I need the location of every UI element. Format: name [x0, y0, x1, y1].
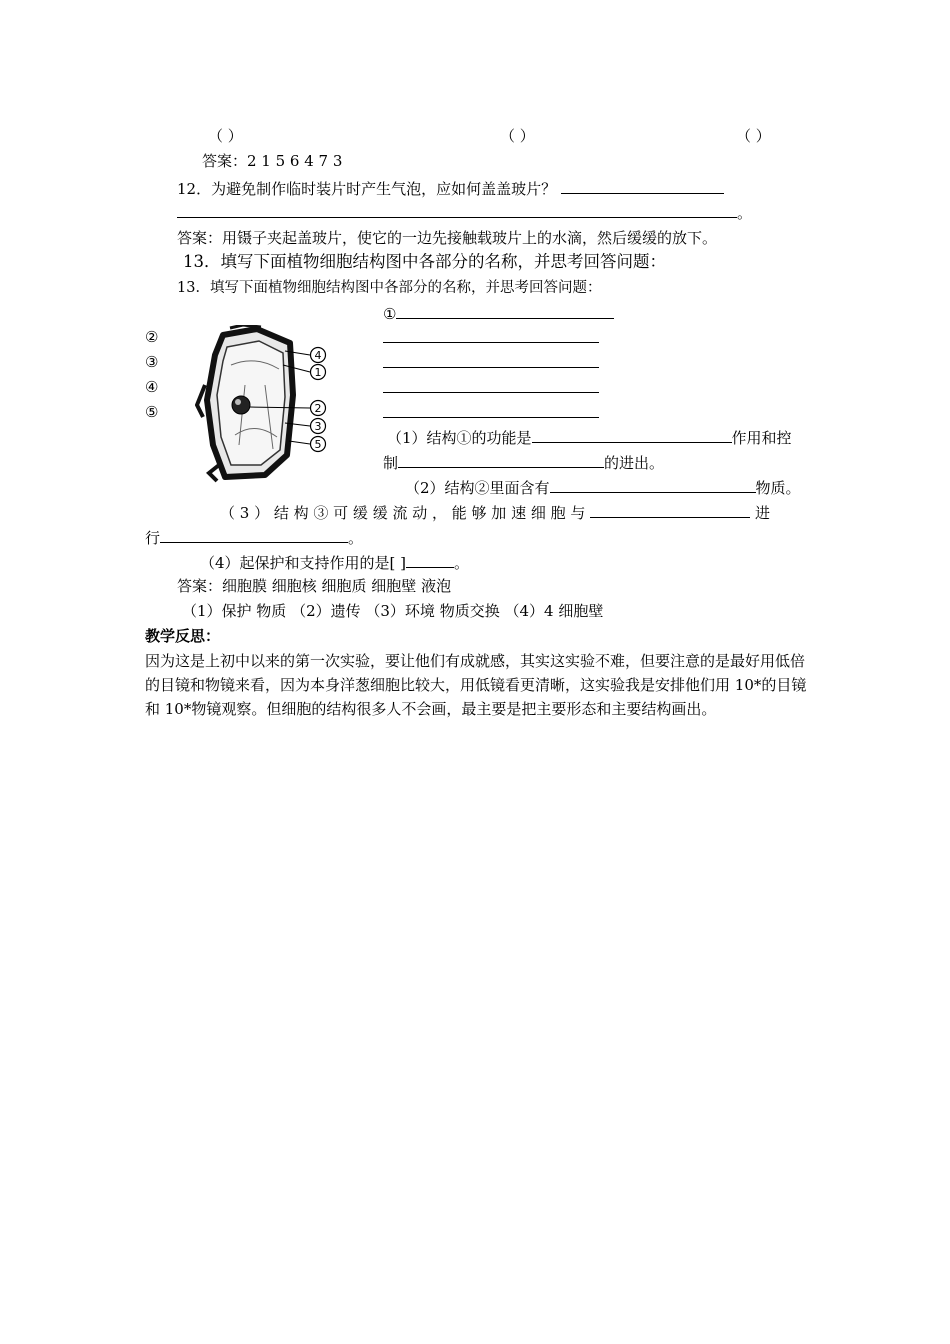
svg-text:2: 2	[314, 402, 322, 415]
question-13-title-large: 13．填写下面植物细胞结构图中各部分的名称，并思考回答问题：	[183, 252, 666, 271]
subq-2-text-b: 物质。	[755, 479, 801, 497]
leader-line-5	[289, 441, 310, 444]
left-label-3: ③	[145, 353, 159, 371]
blank-3[interactable]	[383, 351, 599, 368]
answer-13-functions: （1）保护 物质 （2）遗传 （3）环境 物质交换 （4）4 细胞壁	[182, 602, 604, 620]
subq-1-text-c: 制	[383, 454, 399, 472]
diagram-label-4	[311, 348, 326, 363]
subq-1-text-d: 的进出。	[604, 454, 665, 472]
reflection-heading: 教学反思：	[145, 627, 221, 645]
q12-end-mark: 。	[737, 204, 753, 222]
answer-12: 答案：用镊子夹起盖玻片，使它的一边先接触载玻片上的水滴，然后缓缓的放下。	[177, 229, 718, 247]
diagram-label-3	[311, 419, 326, 434]
subq-4-line	[200, 551, 469, 573]
q12-blank-1[interactable]	[561, 177, 724, 194]
neighbor-wall-bottom	[209, 465, 219, 481]
subq-3-blank-2[interactable]	[160, 526, 348, 543]
blank-4[interactable]	[383, 376, 599, 393]
subq-3-line-2	[145, 526, 363, 548]
blank-1-label: ①	[383, 305, 397, 323]
subq-1-line-1	[387, 426, 792, 448]
subq-1-text-a: （1）结构①的功能是	[387, 429, 532, 447]
subq-3-text-b: 进	[754, 504, 770, 522]
cell-membrane-shape	[217, 341, 285, 465]
diagram-label-5	[311, 437, 326, 452]
question-13-title: 13．填写下面植物细胞结构图中各部分的名称，并思考回答问题：	[177, 280, 602, 296]
nucleolus-shape	[235, 399, 241, 405]
subq-1-text-b: 作用和控	[731, 429, 792, 447]
subq-4-blank[interactable]	[406, 551, 454, 568]
answer-paren-3: （ ）	[736, 127, 771, 145]
subq-2-blank[interactable]	[550, 476, 756, 493]
left-label-5: ⑤	[145, 403, 159, 421]
subq-3-text-a: （ 3 ） 结 构 ③ 可 缓 缓 流 动 ， 能 够 加 速 细 胞 与	[220, 504, 586, 522]
left-label-4: ④	[145, 378, 159, 396]
diagram-label-2	[311, 401, 326, 416]
neighbor-wall-left	[197, 385, 205, 417]
nucleus-shape	[232, 396, 250, 414]
answer-13-names: 答案：细胞膜 细胞核 细胞质 细胞壁 液泡	[177, 577, 452, 595]
subq-1-blank-1[interactable]	[532, 426, 732, 443]
answer-paren-1: （ ）	[208, 127, 243, 145]
subq-3-line-1	[220, 501, 770, 523]
blank-2[interactable]	[383, 326, 599, 343]
svg-text:1: 1	[314, 366, 322, 379]
svg-text:4: 4	[314, 349, 322, 362]
subq-1-line-2	[383, 451, 664, 473]
q12-blank-2[interactable]	[177, 201, 737, 218]
subq-3-blank-1[interactable]	[590, 501, 750, 518]
diagram-label-1	[311, 365, 326, 380]
subq-3-text-d: 。	[348, 529, 364, 547]
svg-text:3: 3	[314, 420, 322, 433]
neighbor-wall-top	[230, 325, 261, 328]
subq-2-text-a: （2）结构②里面含有	[405, 479, 550, 497]
subq-3-text-c: 行	[145, 529, 161, 547]
q12-blank-row	[177, 201, 752, 223]
subq-4-end: 。	[454, 554, 470, 572]
blank-1-row	[383, 302, 614, 324]
question-12-text: 12．为避免制作临时装片时产生气泡，应如何盖盖玻片？	[177, 180, 557, 198]
plant-cell-diagram	[195, 325, 335, 485]
question-12	[177, 177, 724, 199]
subq-2-line	[405, 476, 801, 498]
svg-text:5: 5	[314, 438, 322, 451]
blank-5[interactable]	[383, 401, 599, 418]
subq-1-blank-2[interactable]	[398, 451, 604, 468]
subq-4-text: （4）起保护和支持作用的是[ ]	[200, 554, 407, 572]
blank-1[interactable]	[396, 302, 614, 319]
answer-11: 答案：2 1 5 6 4 7 3	[202, 152, 343, 170]
answer-paren-2: （ ）	[500, 127, 535, 145]
reflection-body: 因为这是上初中以来的第一次实验，要让他们有成就感，其实这实验不难，但要注意的是最好用低倍的目镜和物镜来看，因为本身洋葱细胞比较大，用低镜看更清晰，这实验我是安排他们用 10*的目镜和 10*物镜观察。但细胞的结构很多人不会画，最主要是把主要形态和主要结构画出。	[145, 652, 807, 718]
left-label-2: ②	[145, 328, 159, 346]
